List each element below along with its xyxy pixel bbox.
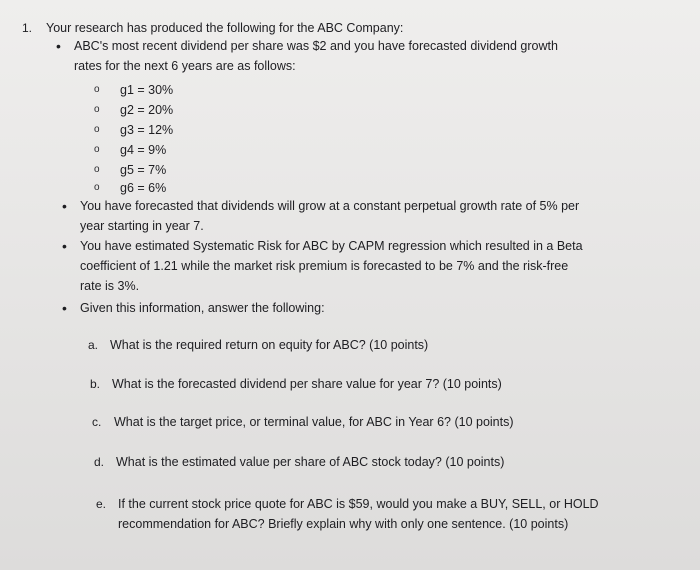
bullet-2-line-2: year starting in year 7. (80, 219, 204, 233)
growth-rate-g1: g1 = 30% (120, 83, 174, 97)
part-e-text-line-2: recommendation for ABC? Briefly explain why with only one sentence. (10 points) (118, 517, 569, 531)
bullet-3-line-1: You have estimated Systematic Risk for ABC by CAPM regression which resulted in a Beta (80, 239, 583, 253)
circle-bullet-icon: o (94, 164, 100, 175)
part-e-letter: e. (96, 497, 107, 511)
bullet-3-line-2: coefficient of 1.21 while the market risk premium is forecasted to be 7% and the risk-free (80, 259, 569, 273)
part-b-letter: b. (90, 377, 101, 391)
part-c-letter: c. (92, 415, 102, 429)
bullet-2-line-1: You have forecasted that dividends will grow at a constant perpetual growth rate of 5% per (80, 199, 580, 213)
growth-rate-g3: g3 = 12% (120, 123, 174, 137)
part-a-text: What is the required return on equity for ABC? (10 points) (110, 338, 429, 352)
part-b-text: What is the forecasted dividend per share value for year 7? (10 points) (112, 377, 502, 391)
circle-bullet-icon: o (94, 144, 100, 155)
bullet-dot: • (62, 238, 67, 254)
bullet-dot: • (62, 300, 67, 316)
question-number: 1. (22, 21, 33, 35)
circle-bullet-icon: o (94, 182, 100, 193)
circle-bullet-icon: o (94, 84, 100, 95)
question-intro: Your research has produced the following for the ABC Company: (46, 21, 404, 35)
bullet-1-line-2: rates for the next 6 years are as follows: (74, 59, 296, 73)
growth-rate-g4: g4 = 9% (120, 143, 167, 157)
circle-bullet-icon: o (94, 124, 100, 135)
bullet-dot: • (56, 38, 61, 54)
part-d-text: What is the estimated value per share of ABC stock today? (10 points) (116, 455, 505, 469)
growth-rate-g5: g5 = 7% (120, 163, 167, 177)
circle-bullet-icon: o (94, 104, 100, 115)
growth-rate-g6: g6 = 6% (120, 181, 167, 195)
growth-rate-g2: g2 = 20% (120, 103, 174, 117)
part-e-text-line-1: If the current stock price quote for ABC is $59, would you make a BUY, SELL, or HOLD (118, 497, 599, 511)
bullet-4-line-1: Given this information, answer the following: (80, 301, 325, 315)
part-d-letter: d. (94, 455, 105, 469)
bullet-3-line-3: rate is 3%. (80, 279, 140, 293)
bullet-dot: • (62, 198, 67, 214)
part-a-letter: a. (88, 338, 99, 352)
bullet-1-line-1: ABC's most recent dividend per share was $2 and you have forecasted dividend growth (74, 39, 558, 53)
part-c-text: What is the target price, or terminal value, for ABC in Year 6? (10 points) (114, 415, 514, 429)
